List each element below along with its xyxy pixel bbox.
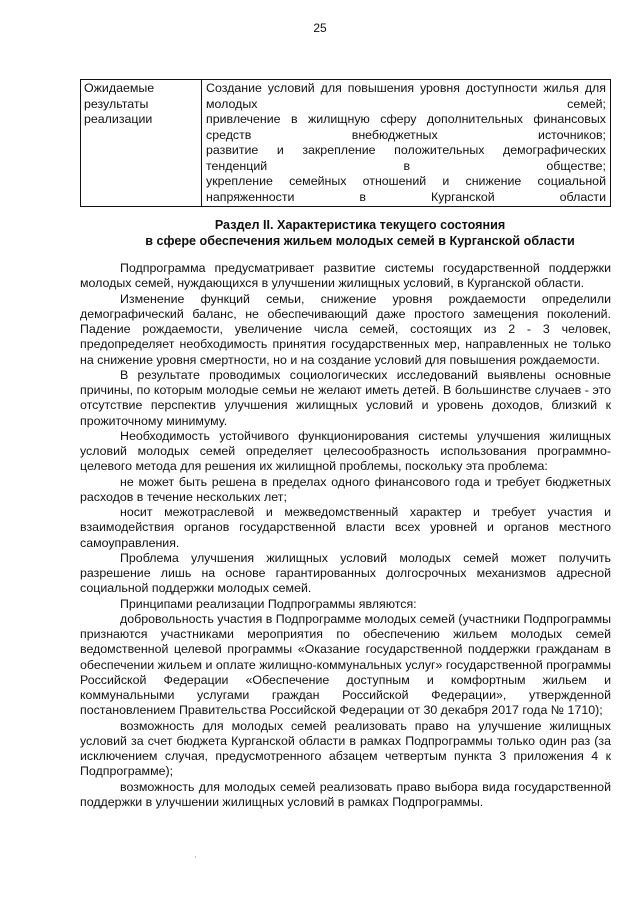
body-text [80, 261, 611, 810]
table-content-cell [202, 80, 611, 207]
paragraph: не может быть решена в пределах одного финансового года и требует бюджетных расходов в течение нескольких лет; [80, 474, 611, 504]
section-title [0, 217, 640, 249]
page-number: 25 [313, 21, 327, 35]
paragraph: добровольность участия в Подпрограмме молодых семей (участники Подпрограммы признаются участниками мероприятия по обеспечению жильем молодых семей ведомственной целевой программы «Оказание государственной поддержки гражданам в обеспечении жильем и оплате жилищно-коммунальных услуг» государственной программы Российской Федерации «Обеспечение доступным и комфортным жильем и коммунальными услугами граждан Российской Федерации», утвержденной постановлением Правительства Российской Федерации от 30 декабря 2017 года № 1710); [80, 611, 612, 718]
table-row [81, 80, 611, 207]
paragraph: Необходимость устойчивого функционирования системы улучшения жилищных условий молодых семей определяет целесообразность использования программно-целевого метода для решения их жилищной проблемы, поскольку эта проблема: [80, 428, 611, 474]
paragraph: возможность для молодых семей реализовать право на улучшение жилищных условий за счет бюджета Курганской области в рамках Подпрограммы только один раз (за исключением случая, предусмотренного абзацем четвертым пункта 3 приложения 4 к Подпрограмме); [80, 718, 611, 779]
result-item: развитие и закрепление положительных демографических тенденций в обществе; [206, 143, 606, 173]
table-label-cell: Ожидаемые результаты реализации [81, 80, 202, 207]
paragraph: В результате проводимых социологических исследований выявлены основные причины, по которым молодые семьи не желают иметь детей. В большинстве случаев - это отсутствие перспектив улучшения жилищных условий и уровень доходов, близкий к прожиточному минимуму. [80, 367, 611, 428]
section-title-line: Раздел II. Характеристика текущего состояния [214, 218, 506, 232]
paragraph: Принципами реализации Подпрограммы являются: [120, 596, 417, 611]
scan-speck [195, 856, 196, 858]
section-title-line: в сфере обеспечения жильем молодых семей в Курганской области [145, 234, 575, 248]
result-item: Создание условий для повышения уровня доступности жилья для молодых семей; [206, 81, 606, 111]
expected-results-table [80, 79, 611, 207]
paragraph: возможность для молодых семей реализовать право выбора вида государственной поддержки в улучшении жилищных условий в рамках Подпрограммы. [80, 779, 611, 809]
paragraph: носит межотраслевой и межведомственный характер и требует участия и взаимодействия органов государственной власти всех уровней и органов местного самоуправления. [80, 505, 611, 550]
paragraph: Проблема улучшения жилищных условий молодых семей может получить разрешение лишь на основе гарантированных долгосрочных механизмов адресной социальной поддержки молодых семей. [80, 550, 611, 596]
paragraph: Изменение функций семьи, снижение уровня рождаемости определили демографический баланс, не обеспечивающий даже простого замещения поколений. Падение рождаемости, увеличение числа семей, состоящих из 2 - 3 человек, предопределяет необходимость принятия государственных мер, направленных не только на снижение уровня смертности, но и на создание условий для повышения рождаемости. [80, 291, 611, 367]
result-item: привлечение в жилищную сферу дополнительных финансовых средств внебюджетных источников; [206, 112, 606, 142]
result-item: укрепление семейных отношений и снижение социальной напряженности в Курганской области [206, 174, 606, 204]
paragraph: Подпрограмма предусматривает развитие системы государственной поддержки молодых семей, нуждающихся в улучшении жилищных условий, в Курганской области. [80, 261, 611, 291]
